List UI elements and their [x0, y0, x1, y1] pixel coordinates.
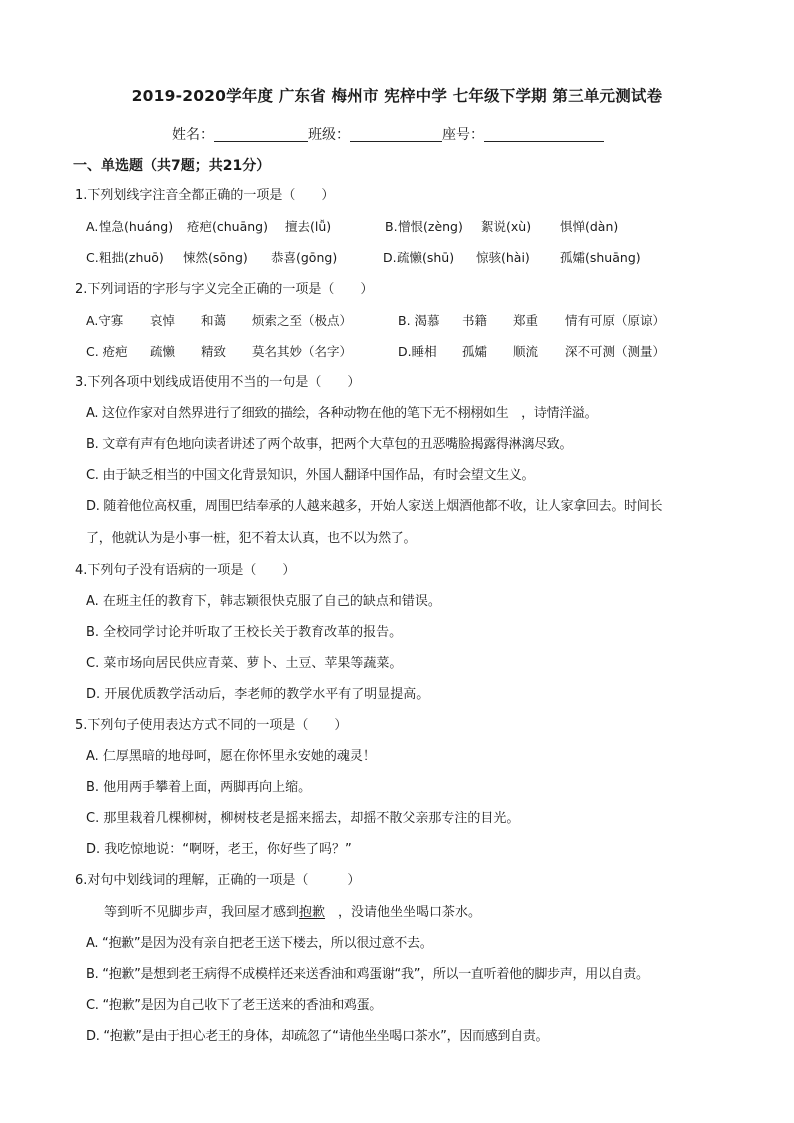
q2-option-d-word-2: 孤孀: [462, 344, 488, 359]
q2-option-b[interactable]: B. 渴慕: [398, 313, 440, 328]
q1-option-d-word-3: 孤孀(shuāng): [560, 250, 641, 265]
q6-underlined-word: 抱歉: [299, 905, 326, 920]
q5-option-b[interactable]: B. 他用两手攀着上面，两脚再向上缩。: [86, 780, 312, 795]
q2-option-d-word-3: 顺流: [513, 344, 539, 359]
question-5-stem: 5.下列句子使用表达方式不同的一项是（ ）: [75, 718, 348, 733]
q2-option-c-word-4: 莫名其妙（名字）: [252, 344, 353, 359]
q1-option-a-word-3: 擅去(lǚ): [285, 219, 332, 234]
q2-option-b-word-4: 情有可原（原谅）: [565, 313, 666, 328]
q6-sentence-end: ，没请他坐坐喝口茶水。: [325, 905, 482, 920]
q1-option-b-word-2: 絮说(xù): [481, 219, 532, 234]
q2-option-a[interactable]: A.守寡: [86, 313, 124, 328]
q2-option-a-word-3: 和蔼: [201, 313, 227, 328]
q2-option-d-word-4: 深不可测（测量）: [565, 344, 666, 359]
q3-option-d-line-1[interactable]: D. 随着他位高权重，周围巴结奉承的人越来越多，开始人家送上烟酒他都不收，让人家拿回去。时间长: [86, 499, 663, 514]
question-3-stem: 3.下列各项中划线成语使用不当的一句是（ ）: [75, 375, 361, 390]
q6-sentence-start: 等到听不见脚步声，我回屋才感到: [104, 905, 300, 920]
q6-sentence: [104, 905, 481, 921]
q1-option-b-word-1: 憎恨(zèng): [398, 219, 463, 234]
q1-option-c-word-2: 悚然(sōng): [183, 250, 248, 265]
question-2-stem: 2.下列词语的字形与字义完全正确的一项是（ ）: [75, 282, 374, 297]
q2-option-a-word-2: 哀悼: [150, 313, 176, 328]
q6-option-d[interactable]: D. “抱歉”是由于担心老王的身体，却疏忽了“请他坐坐喝口茶水”，因而感到自责。: [86, 1029, 549, 1044]
name-field[interactable]: [214, 127, 308, 142]
q1-option-d-word-1: 疏懒(shū): [397, 250, 455, 265]
q2-option-c-word-2: 疏懒: [150, 344, 176, 359]
q2-option-d[interactable]: D.睡相: [398, 344, 437, 359]
q2-option-a-word-4: 烦索之至（极点）: [252, 313, 353, 328]
q1-option-a-word-2: 疮疤(chuāng): [187, 219, 268, 234]
q1-option-c-label[interactable]: C.: [86, 250, 99, 265]
class-label: 班级：: [308, 127, 350, 143]
seat-label: 座号：: [442, 127, 484, 143]
q1-option-c-word-3: 恭喜(gōng): [271, 250, 338, 265]
q1-option-b-label[interactable]: B.: [385, 219, 398, 234]
q2-option-c-word-3: 精致: [201, 344, 227, 359]
q3-option-c[interactable]: C. 由于缺乏相当的中国文化背景知识，外国人翻译中国作品，有时会望文生义。: [86, 468, 535, 483]
q4-option-c[interactable]: C. 菜市场向居民供应青菜、萝卜、土豆、苹果等蔬菜。: [86, 656, 403, 671]
q6-option-a[interactable]: A. “抱歉”是因为没有亲自把老王送下楼去，所以很过意不去。: [86, 936, 433, 951]
q1-option-c-word-1: 粗拙(zhuō): [99, 250, 164, 265]
seat-field[interactable]: [484, 127, 604, 142]
q3-option-b[interactable]: B. 文章有声有色地向读者讲述了两个故事，把两个大草包的丑恶嘴脸揭露得淋漓尽致。: [86, 437, 573, 452]
student-info-row: [172, 124, 604, 144]
q3-option-a[interactable]: A. 这位作家对自然界进行了细致的描绘，各种动物在他的笔下无不栩栩如生 ，诗情洋溢。: [86, 406, 598, 421]
page-title: 2019-2020学年度 广东省 梅州市 宪梓中学 七年级下学期 第三单元测试卷: [131, 87, 663, 105]
q4-option-d[interactable]: D. 开展优质教学活动后，李老师的教学水平有了明显提高。: [86, 687, 430, 702]
q4-option-a[interactable]: A. 在班主任的教育下，韩志颖很快克服了自己的缺点和错误。: [86, 594, 441, 609]
q1-option-d-label[interactable]: D.: [383, 250, 397, 265]
question-6-stem: 6.对句中划线词的理解，正确的一项是（ ）: [75, 873, 361, 888]
q5-option-d[interactable]: D. 我吃惊地说：“啊呀，老王，你好些了吗？”: [86, 842, 352, 857]
name-label: 姓名：: [172, 127, 214, 143]
q6-option-b[interactable]: B. “抱歉”是想到老王病得不成模样还来送香油和鸡蛋谢“我”，所以一直听着他的脚步声，用以自责。: [86, 967, 649, 982]
class-field[interactable]: [350, 127, 442, 142]
q3-option-d-line-2: 了，他就认为是小事一桩，犯不着太认真，也不以为然了。: [86, 531, 417, 546]
q2-option-c[interactable]: C. 疮疤: [86, 344, 128, 359]
q5-option-c[interactable]: C. 那里栽着几棵柳树，柳树枝老是摇来摇去，却摇不散父亲那专注的目光。: [86, 811, 520, 826]
q2-option-b-word-2: 书籍: [462, 313, 488, 328]
q6-option-c[interactable]: C. “抱歉”是因为自己收下了老王送来的香油和鸡蛋。: [86, 998, 383, 1013]
q1-option-b-word-3: 惧惮(dàn): [560, 219, 619, 234]
question-1-stem: 1.下列划线字注音全都正确的一项是（ ）: [75, 188, 335, 203]
q2-option-b-word-3: 郑重: [513, 313, 539, 328]
question-4-stem: 4.下列句子没有语病的一项是（ ）: [75, 563, 296, 578]
q1-option-a-label[interactable]: A.: [86, 219, 99, 234]
q1-option-d-word-2: 惊骇(hài): [476, 250, 530, 265]
q4-option-b[interactable]: B. 全校同学讨论并听取了王校长关于教育改革的报告。: [86, 625, 403, 640]
q1-option-a-word-1: 惶急(huáng): [99, 219, 174, 234]
section-title: 一、单选题（共7题；共21分）: [73, 158, 271, 174]
q5-option-a[interactable]: A. 仁厚黑暗的地母呵，愿在你怀里永安她的魂灵！: [86, 749, 376, 764]
